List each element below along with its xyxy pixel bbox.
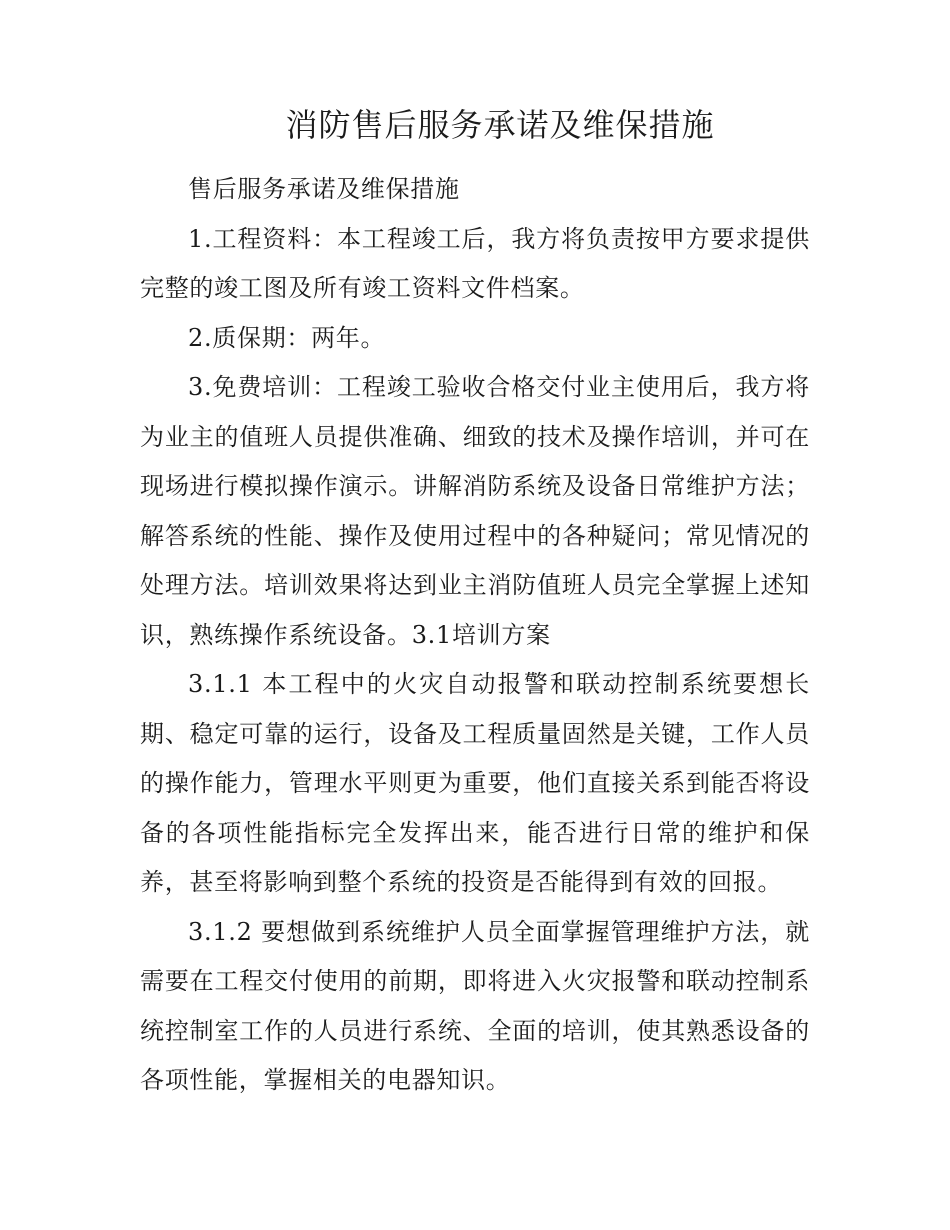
paragraph-warranty-period: 2.质保期：两年。 <box>188 323 386 352</box>
document-title: 消防售后服务承诺及维保措施 <box>285 106 715 144</box>
document-body <box>140 165 810 1106</box>
paragraph-3-1-1: 3.1.1 本工程中的火灾自动报警和联动控制系统要想长期、稳定可靠的运行，设备及工程质量固然是关键，工作人员的操作能力，管理水平则更为重要，他们直接关系到能否将设备的各项性能指标完全发挥出来，能否进行日常的维护和保养，甚至将影响到整个系统的投资是否能得到有效的回报。 <box>140 670 810 896</box>
paragraph-3-1-2: 3.1.2 要想做到系统维护人员全面掌握管理维护方法，就需要在工程交付使用的前期，即将进入火灾报警和联动控制系统控制室工作的人员进行系统、全面的培训，使其熟悉设备的各项性能，掌握相关的电器知识。 <box>140 917 810 1094</box>
section-heading: 售后服务承诺及维保措施 <box>188 175 460 203</box>
paragraph-free-training: 3.免费培训：工程竣工验收合格交付业主使用后，我方将为业主的值班人员提供准确、细致的技术及操作培训，并可在现场进行模拟操作演示。讲解消防系统及设备日常维护方法；解答系统的性能、操作及使用过程中的各种疑问；常见情况的处理方法。培训效果将达到业主消防值班人员完全掌握上述知识，熟练操作系统设备。3.1培训方案 <box>140 373 810 649</box>
paragraph-engineering-documents: 1.工程资料：本工程竣工后，我方将负责按甲方要求提供完整的竣工图及所有竣工资料文件档案。 <box>140 224 810 302</box>
